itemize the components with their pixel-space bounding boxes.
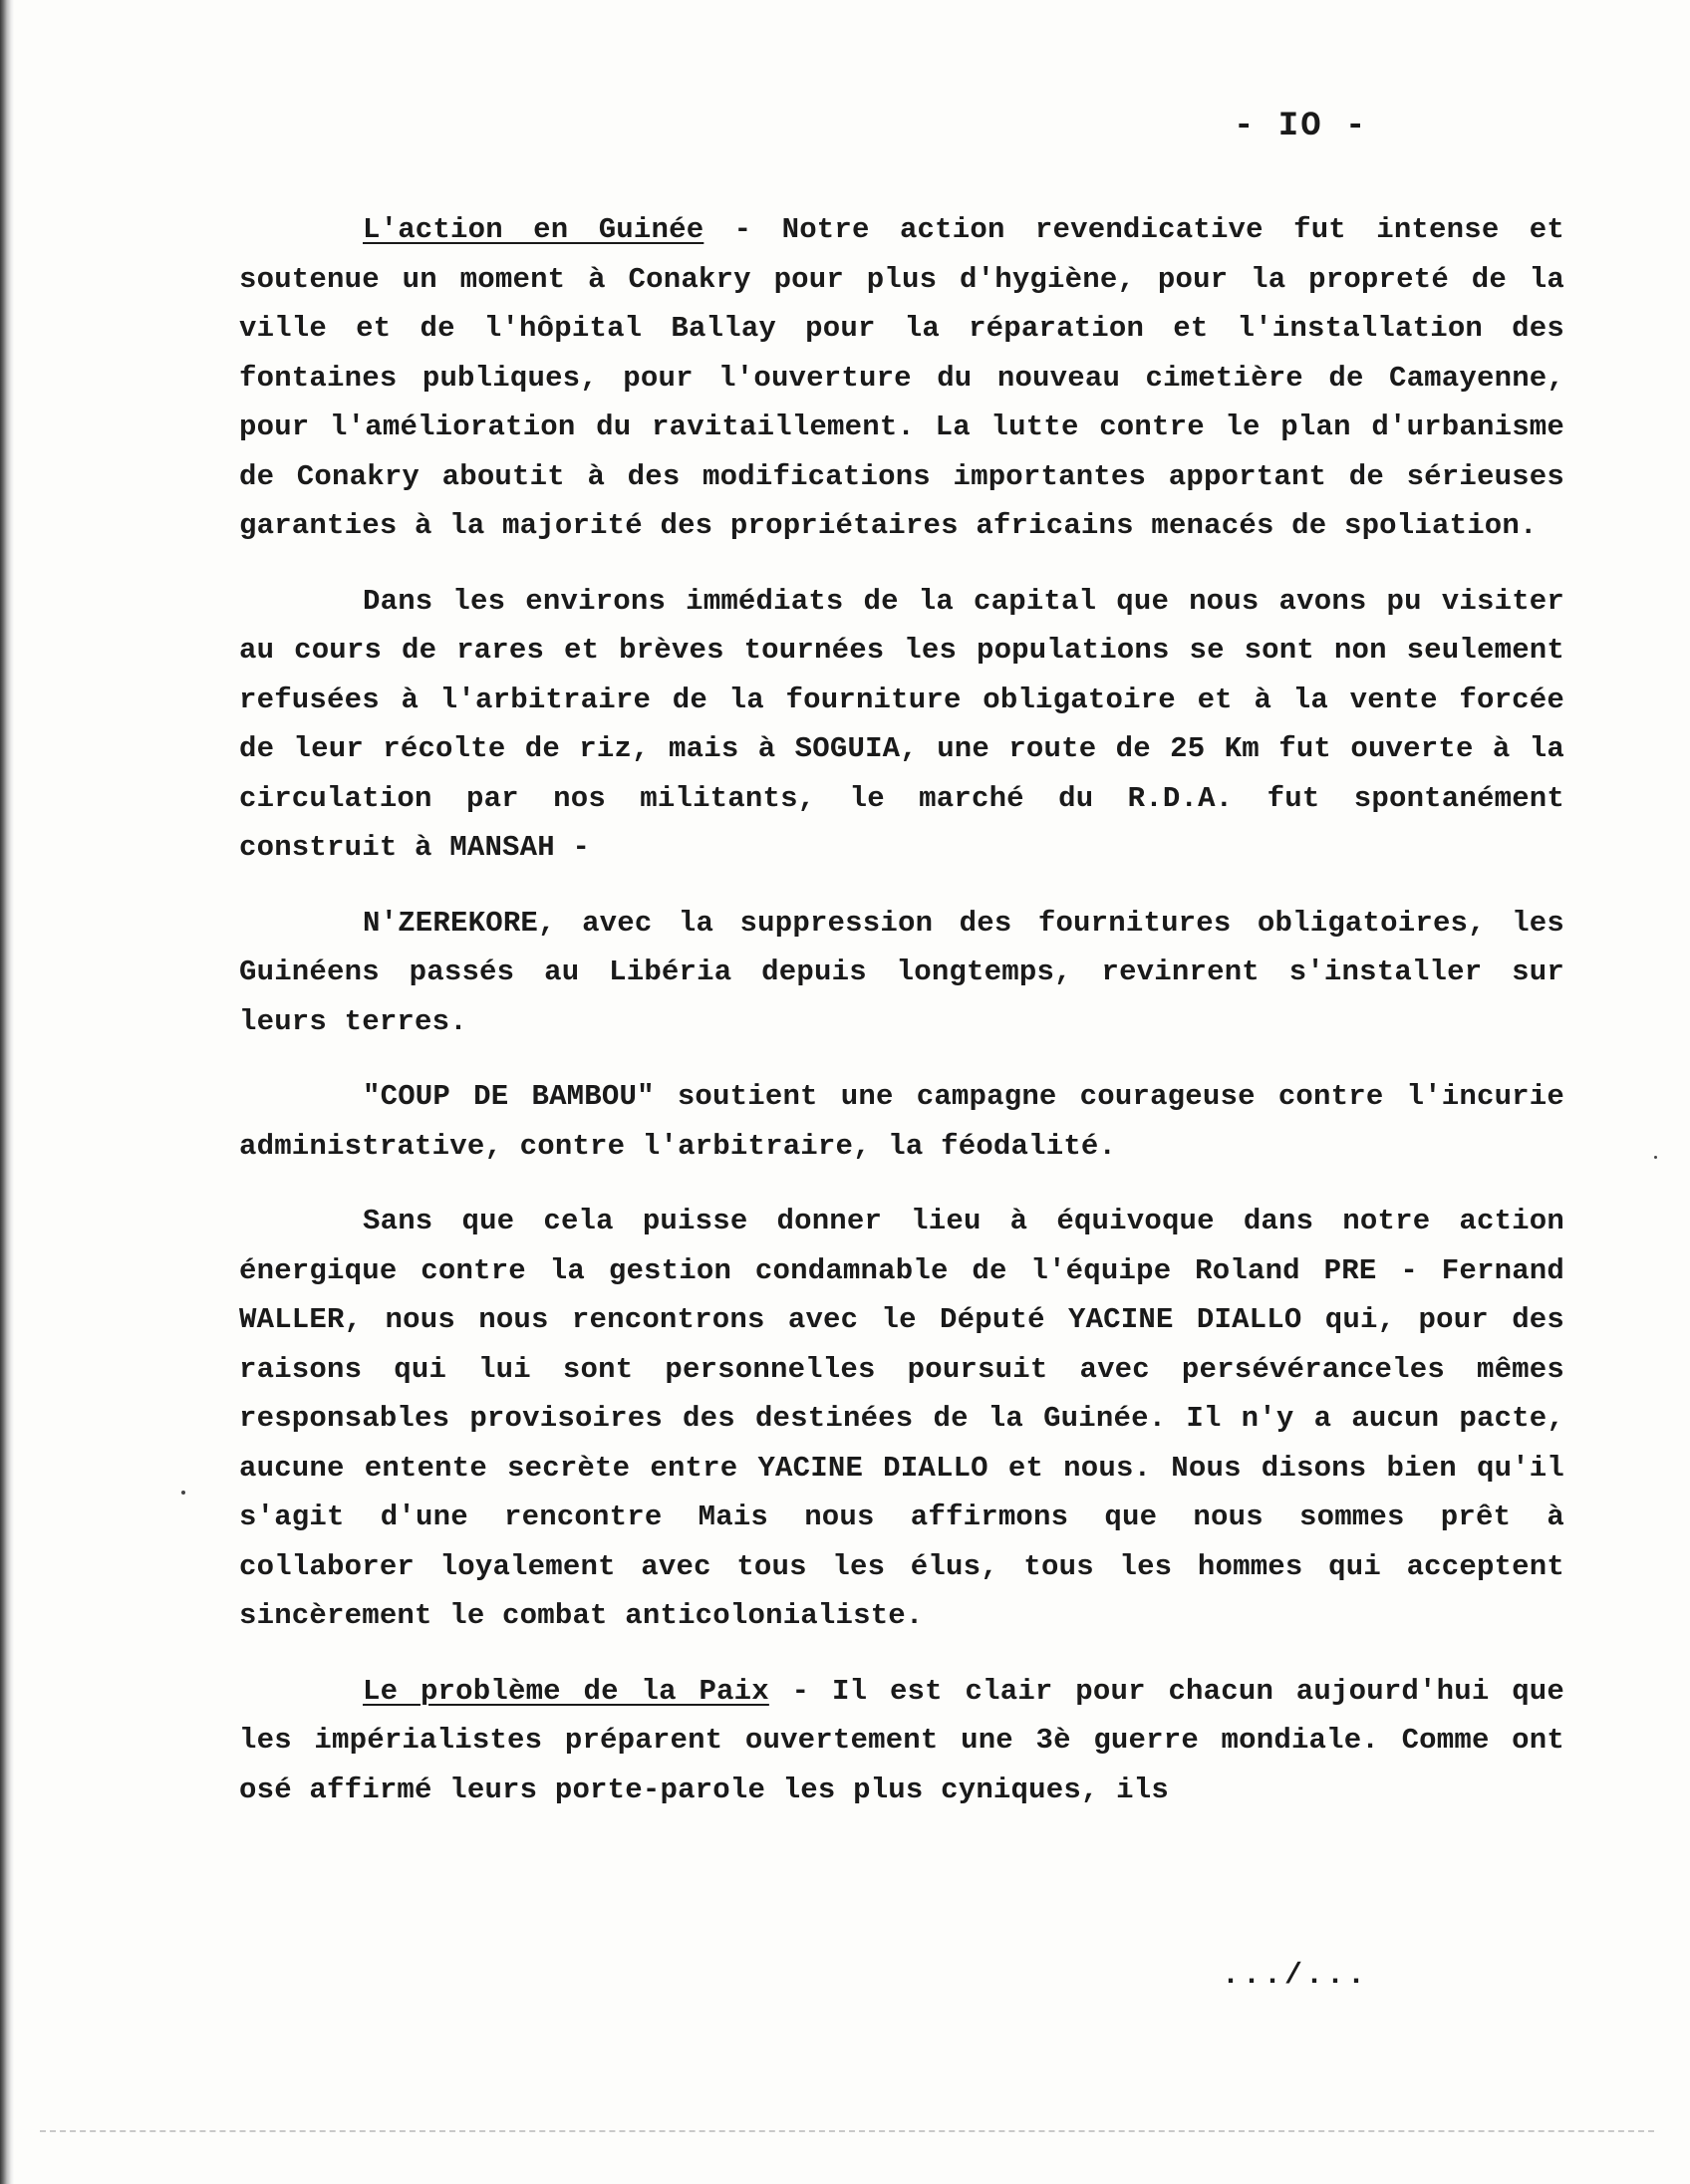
scan-speck (181, 1491, 185, 1495)
paragraph-text: Dans les environs immédiats de la capital que nous avons pu visiter au cours de rares et brèves tournées les populations se sont non seulement refusées à l'arbitraire de la fourniture obligatoire et à la vente forcée de leur récolte de riz, mais à SOGUIA, une route de 25 Km fut ouverte à la circulation par nos militants, le marché du R.D.A. fut spontanément construit à MANSAH - (239, 584, 1564, 864)
paragraph-text: - Notre action revendicative fut intense et soutenue un moment à Conakry pour plus d'hygiène, pour la propreté de la ville et de l'hôpital Ballay pour la réparation et l'installation des fontaines publiques, pour l'ouverture du nouveau cimetière de Camayenne, pour l'amélioration du ravitaillement. La lutte contre le plan d'urbanisme de Conakry aboutit à des modifications importantes apportant de sérieuses garanties à la majorité des propriétaires africains menacés de spoliation. (239, 213, 1564, 542)
paragraph-nzerekore (239, 899, 1564, 1047)
bottom-scan-rule (40, 2130, 1654, 2132)
paragraph-text: N'ZEREKORE, avec la suppression des fournitures obligatoires, les Guinéens passés au Libéria depuis longtemps, revinrent s'installer sur leurs terres. (239, 906, 1564, 1038)
scan-binding-edge (0, 0, 14, 2184)
paragraph-coup-de-bambou (239, 1072, 1564, 1171)
continuation-mark: .../... (1222, 1959, 1369, 1993)
scan-speck (1654, 1156, 1657, 1159)
paragraph-yacine-diallo (239, 1197, 1564, 1641)
paragraph-probleme-paix (239, 1667, 1564, 1815)
paragraph-text: "COUP DE BAMBOU" soutient une campagne courageuse contre l'incurie administrative, contre l'arbitraire, la féodalité. (239, 1080, 1564, 1163)
body-text (239, 205, 1564, 1840)
section-heading-action-guinee: L'action en Guinée (363, 213, 704, 246)
section-heading-probleme-paix: Le problème de la Paix (363, 1674, 769, 1708)
paragraph-text: - Il est clair pour chacun aujourd'hui que les impérialistes préparent ouvertement une 3è guerre mondiale. Comme ont osé affirmé leurs porte-parole les plus cyniques, ils (239, 1674, 1565, 1806)
page-number: - IO - (1234, 108, 1368, 145)
paragraph-text: Sans que cela puisse donner lieu à équivoque dans notre action énergique contre la gestion condamnable de l'équipe Roland PRE - Fernand WALLER, nous nous rencontrons avec le Député YACINE DIALLO qui, pour des raisons qui lui sont personnelles poursuit avec persévéranceles mêmes responsables provisoires des destinées de la Guinée. Il n'y a aucun pacte, aucune entente secrète entre YACINE DIALLO et nous. Nous disons bien qu'il s'agit d'une rencontre Mais nous affirmons que nous sommes prêt à collaborer loyalement avec tous les élus, tous les hommes qui acceptent sincèrement le combat anticolonialiste. (239, 1205, 1564, 1632)
paragraph-environs (239, 577, 1564, 873)
paragraph-action-guinee (239, 205, 1564, 551)
